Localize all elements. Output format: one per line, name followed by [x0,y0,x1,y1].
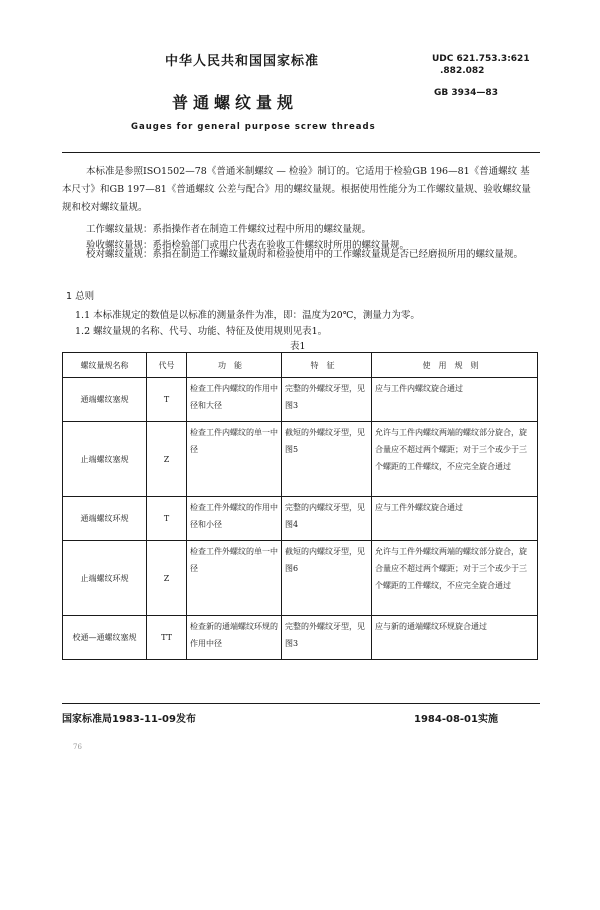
def-check-gauge: 校对螺纹量规：系指在制造工作螺纹量规时和检验使用中的工作螺纹量规是否已经磨损所用的螺纹量规。 [86,249,524,260]
cell-feature: 截短的外螺纹牙型，见图5 [282,422,372,497]
page-number: 76 [73,743,82,751]
gb-number: GB 3934—83 [434,88,498,98]
cell-code: TT [147,616,187,660]
page-subtitle: Gauges for general purpose screw threads [131,122,376,132]
col-header-feature: 特征 [282,353,372,378]
cell-feature: 完整的外螺纹牙型，见图3 [282,616,372,660]
table-row [63,497,538,541]
col-header-name: 螺纹量规名称 [63,353,147,378]
cell-name: 通端螺纹塞规 [63,378,147,422]
cell-rule: 应与工件内螺纹旋合通过 [372,378,538,422]
col-header-usage-rule: 使用规则 [372,353,538,378]
table-row [63,541,538,616]
issue-date: 国家标准局1983-11-09发布 [62,714,196,725]
clause-1-1: 1.1 本标准规定的数值是以标准的测量条件为准，即：温度为20℃，测量力为零。 [75,310,420,321]
def-work-gauge: 工作螺纹量规：系指操作者在制造工件螺纹过程中所用的螺纹量规。 [86,224,372,235]
bottom-divider [62,703,540,704]
section-heading: 1 总则 [66,291,95,302]
cell-rule: 应与工件外螺纹旋合通过 [372,497,538,541]
cell-function: 检查工件内螺纹的作用中径和大径 [187,378,282,422]
page-title: 普通螺纹量规 [172,93,299,112]
cell-function: 检查工件外螺纹的单一中径 [187,541,282,616]
cell-function: 检查工件外螺纹的作用中径和小径 [187,497,282,541]
cell-rule: 允许与工件外螺纹两端的螺纹部分旋合，旋合量应不超过两个螺距；对于三个或少于三个螺距的工件螺纹，不应完全旋合通过 [372,541,538,616]
cell-name: 止端螺纹塞规 [63,422,147,497]
cell-name: 通端螺纹环规 [63,497,147,541]
cell-rule: 应与新的通端螺纹环规旋合通过 [372,616,538,660]
col-header-code: 代号 [147,353,187,378]
top-divider [62,152,540,153]
cell-function: 检查新的通端螺纹环规的作用中径 [187,616,282,660]
def-acceptance-gauge: 验收螺纹量规：系指检验部门或用户代表在验收工件螺纹时所用的螺纹量规。 [86,240,410,251]
cell-function: 检查工件内螺纹的单一中径 [187,422,282,497]
udc-line-2: .882.082 [440,66,485,76]
table-caption: 表1 [290,341,306,352]
udc-line-1: UDC 621.753.3:621 [432,54,530,64]
table-row [63,616,538,660]
cell-code: Z [147,541,187,616]
gauge-table [62,352,538,660]
cell-code: Z [147,422,187,497]
standard-body: 中华人民共和国国家标准 [165,54,320,69]
cell-feature: 完整的内螺纹牙型，见图4 [282,497,372,541]
cell-code: T [147,497,187,541]
table-header-row [63,353,538,378]
effective-date: 1984-08-01实施 [414,714,498,725]
table-row [63,378,538,422]
cell-code: T [147,378,187,422]
cell-feature: 完整的外螺纹牙型，见图3 [282,378,372,422]
cell-feature: 截短的内螺纹牙型，见图6 [282,541,372,616]
cell-name: 止端螺纹环规 [63,541,147,616]
col-header-function: 功能 [187,353,282,378]
table-row [63,422,538,497]
cell-name: 校通—通螺纹塞规 [63,616,147,660]
intro-paragraph: 本标准是参照ISO1502—78《普通米制螺纹 — 检验》制订的。它适用于检验GB 196—81《普通螺纹 基本尺寸》和GB 197—81《普通螺纹 公差与配合》用的螺纹量规。根据使用性能分为工作螺纹量规、验收螺纹量规和校对螺纹量规。 [62,166,531,213]
udc-code [432,53,530,77]
clause-1-2: 1.2 螺纹量规的名称、代号、功能、特征及使用规则见表1。 [75,326,328,337]
cell-rule: 允许与工件内螺纹两端的螺纹部分旋合，旋合量应不超过两个螺距；对于三个或少于三个螺距的工件螺纹，不应完全旋合通过 [372,422,538,497]
